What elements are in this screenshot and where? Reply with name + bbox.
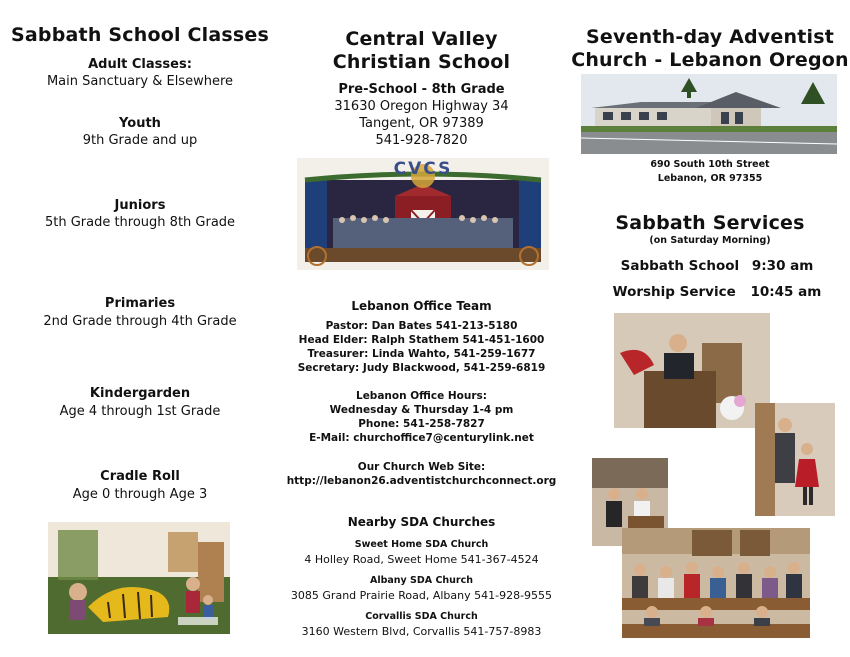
- classes-title: Sabbath School Classes: [11, 24, 269, 46]
- kindergarden-label: Kindergarden: [89, 386, 191, 401]
- column-sabbath-school: [0, 0, 280, 657]
- church-address2: Lebanon, OR 97355: [657, 173, 763, 184]
- kindergarden-desc: Age 4 through 1st Grade: [59, 404, 221, 419]
- column-church-services: [570, 0, 850, 657]
- youth-desc: 9th Grade and up: [82, 133, 198, 148]
- school-stage-photo: [297, 158, 549, 270]
- services-subtitle: (on Saturday Morning): [649, 235, 771, 246]
- church-address1: 690 South 10th Street: [650, 159, 770, 170]
- juniors-desc: 5th Grade through 8th Grade: [44, 215, 236, 230]
- adult-label: Adult Classes:: [88, 57, 192, 72]
- web-url: http://lebanon26.adventistchurchconnect.org: [286, 475, 557, 487]
- school-address1: 31630 Oregon Highway 34: [334, 99, 509, 114]
- nearby-title: Nearby SDA Churches: [347, 515, 496, 529]
- office-team-secretary: Secretary: Judy Blackwood, 541-259-6819: [297, 362, 546, 374]
- nearby-church-addr: 3160 Western Blvd, Corvallis 541-757-8983: [301, 625, 542, 638]
- column-school-office: [283, 0, 560, 657]
- school-phone: 541-928-7820: [375, 133, 468, 148]
- school-address2: Tangent, OR 97389: [359, 116, 484, 131]
- pastor-pulpit-photo: [614, 313, 770, 428]
- stage-sign: CVCS: [393, 159, 453, 179]
- office-phone: Phone: 541-258-7827: [358, 418, 485, 430]
- sabbath-school-time-row: [612, 258, 822, 274]
- office-hours-title: Lebanon Office Hours:: [356, 390, 487, 402]
- juniors-label: Juniors: [114, 198, 166, 213]
- services-title: Sabbath Services: [615, 212, 805, 234]
- church-title-line1: Seventh-day Adventist: [586, 26, 834, 48]
- office-email: E-Mail: churchoffice7@centurylink.net: [309, 432, 534, 444]
- youth-label: Youth: [119, 116, 161, 131]
- church-title-line2: Church - Lebanon Oregon: [571, 49, 849, 71]
- school-grades: Pre-School - 8th Grade: [338, 82, 505, 97]
- nearby-church-addr: 4 Holley Road, Sweet Home 541-367-4524: [304, 553, 539, 566]
- church-building-photo: [581, 74, 837, 154]
- school-title-line2: Christian School: [332, 51, 511, 73]
- worship-service-time: 10:45 am: [750, 284, 822, 300]
- nearby-church-name: Albany SDA Church: [369, 575, 474, 586]
- primaries-desc: 2nd Grade through 4th Grade: [43, 314, 237, 329]
- cradle-desc: Age 0 through Age 3: [72, 487, 208, 502]
- congregation-photo: [622, 528, 810, 638]
- worship-service-time-row: [602, 284, 832, 300]
- adult-desc: Main Sanctuary & Elsewhere: [46, 74, 234, 89]
- school-title-line1: Central Valley: [345, 28, 498, 50]
- worship-service-label: Worship Service: [612, 284, 736, 300]
- sabbath-school-label: Sabbath School: [620, 258, 740, 274]
- office-hours: Wednesday & Thursday 1-4 pm: [329, 404, 514, 416]
- web-title: Our Church Web Site:: [357, 461, 486, 473]
- nearby-church-name: Sweet Home SDA Church: [354, 539, 489, 550]
- office-team-treasurer: Treasurer: Linda Wahto, 541-259-1677: [307, 348, 536, 360]
- nearby-church-addr: 3085 Grand Prairie Road, Albany 541-928-9555: [290, 589, 553, 602]
- cradle-roll-photo: [48, 522, 230, 634]
- office-team-head-elder: Head Elder: Ralph Stathem 541-451-1600: [298, 334, 545, 346]
- office-title: Lebanon Office Team: [351, 299, 492, 313]
- office-team-pastor: Pastor: Dan Bates 541-213-5180: [325, 320, 518, 332]
- sabbath-school-time: 9:30 am: [751, 258, 814, 274]
- nearby-church-name: Corvallis SDA Church: [365, 611, 478, 622]
- cradle-label: Cradle Roll: [100, 469, 180, 484]
- primaries-label: Primaries: [104, 296, 176, 311]
- elder-child-photo: [755, 403, 835, 516]
